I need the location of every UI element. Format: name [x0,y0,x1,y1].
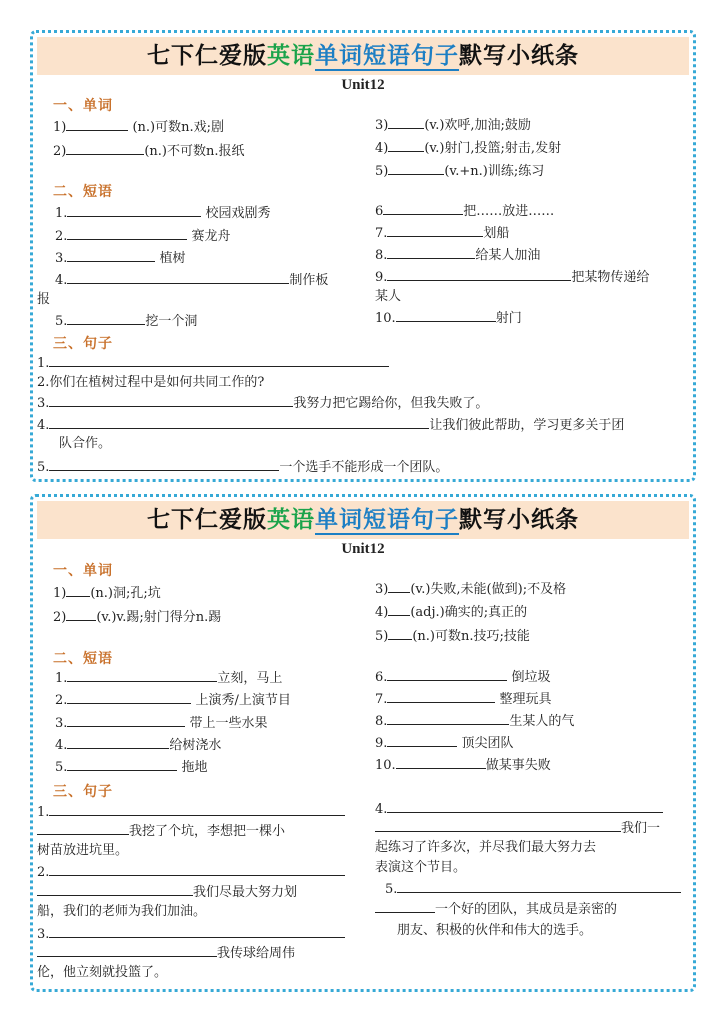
sentence-continuation: 朋友、积极的伙伴和伟大的选手。 [397,923,593,938]
phrase-item: 9. 把某物传递给 [375,270,650,285]
title-part-c: 默写小纸条 [459,507,579,533]
phrase-item: 5. 拖地 [55,760,208,775]
section-words-heading: 一、单词 [53,563,113,579]
phrase-item: 1. 立刻，马上 [55,671,283,686]
phrase-item: 6 把……放进…… [375,204,555,219]
word-item: 4) (adj.)确实的;真正的 [375,605,528,620]
section-sentences-heading: 三、句子 [53,784,113,800]
unit-label: Unit12 [341,77,385,93]
sentence-item: 1. [37,804,345,822]
sentence-continuation: 伦，他立刻就投篮了。 [37,965,168,980]
title-part-english: 英语 [267,43,315,69]
phrase-item: 7. 整理玩具 [375,692,552,707]
sentence-continuation: 表演这个节目。 [375,860,467,875]
sentence-continuation: 队合作。 [59,436,112,451]
word-item: 3) (v.)欢呼,加油;鼓励 [375,118,531,133]
word-item: 1) (n.)洞;孔;坑 [53,586,161,601]
sentence-item: 4. [375,801,663,819]
dictation-card-2 [30,494,696,992]
phrase-item: 2. 上演秀/上演节目 [55,693,291,708]
phrase-item: 5. 挖一个洞 [55,314,198,329]
phrase-continuation: 报 [37,292,51,307]
sentence-item: 4. 让我们彼此帮助，学习更多关于团 [37,418,625,433]
word-item: 4) (v.)射门,投篮;射击,发射 [375,141,562,156]
section-words-heading: 一、单词 [53,98,113,114]
section-sentences-heading: 三、句子 [53,336,113,352]
title-part-english: 英语 [267,507,315,533]
sentence-item: 我们尽最大努力划 [37,884,297,902]
word-item: 2) (v.)v.踢;射门得分n.踢 [53,610,222,625]
sentence-continuation: 树苗放进坑里。 [37,843,129,858]
sentence-item: 3. [37,926,345,944]
phrase-item: 8. 生某人的气 [375,714,575,729]
sentence-item: 一个好的团队，其成员是亲密的 [375,901,617,919]
sentence-item: 5. [385,881,681,899]
title-part-a: 七下仁爱版 [147,507,267,533]
word-item: 1) (n.)可数n.戏;剧 [53,120,225,135]
phrase-item: 3. 带上一些水果 [55,716,268,731]
word-item: 5) (n.)可数n.技巧;技能 [375,629,530,644]
card-title-banner [37,501,689,539]
phrase-item: 4. 制作板 [55,273,329,288]
sentence-continuation: 起练习了许多次，并尽我们最大努力去 [375,840,597,855]
phrase-item: 3. 植树 [55,251,186,266]
sentence-item: 3. 我努力把它踢给你，但我失败了。 [37,396,489,411]
sentence-item: 我传球给周伟 [37,945,295,963]
word-item: 5) (v.+n.)训练;练习 [375,164,545,179]
title-part-c: 默写小纸条 [459,43,579,69]
section-phrases-heading: 二、短语 [53,651,113,667]
sentence-item: 2.你们在植树过程中是如何共同工作的? [37,375,265,390]
phrase-item: 1. 校园戏剧秀 [55,206,271,221]
sentence-item: 我们一 [375,820,660,838]
phrase-item: 10. 做某事失败 [375,758,551,773]
title-part-a: 七下仁爱版 [147,43,267,69]
phrase-continuation: 某人 [375,289,402,304]
phrase-item: 9. 顶尖团队 [375,736,514,751]
section-phrases-heading: 二、短语 [53,184,113,200]
word-item: 3) (v.)失败,未能(做到);不及格 [375,582,567,597]
title-part-vocab: 单词短语句子 [315,43,459,69]
phrase-item: 2. 赛龙舟 [55,229,231,244]
unit-label: Unit12 [341,541,385,557]
phrase-item: 6. 倒垃圾 [375,670,551,685]
phrase-item: 10. 射门 [375,311,522,326]
phrase-item: 7. 划船 [375,226,510,241]
sentence-item: 2. [37,864,345,882]
sentence-continuation: 船，我们的老师为我们加油。 [37,904,207,919]
word-item: 2) (n.)不可数n.报纸 [53,144,245,159]
sentence-item: 1. [37,355,389,373]
sentence-item: 我挖了个坑，李想把一棵小 [37,823,285,841]
dictation-card-1 [30,30,696,482]
sentence-item: 5. 一个选手不能形成一个团队。 [37,460,449,475]
card-title-banner [37,37,689,75]
phrase-item: 4. 给树浇水 [55,738,222,753]
phrase-item: 8. 给某人加油 [375,248,541,263]
title-part-vocab: 单词短语句子 [315,507,459,533]
